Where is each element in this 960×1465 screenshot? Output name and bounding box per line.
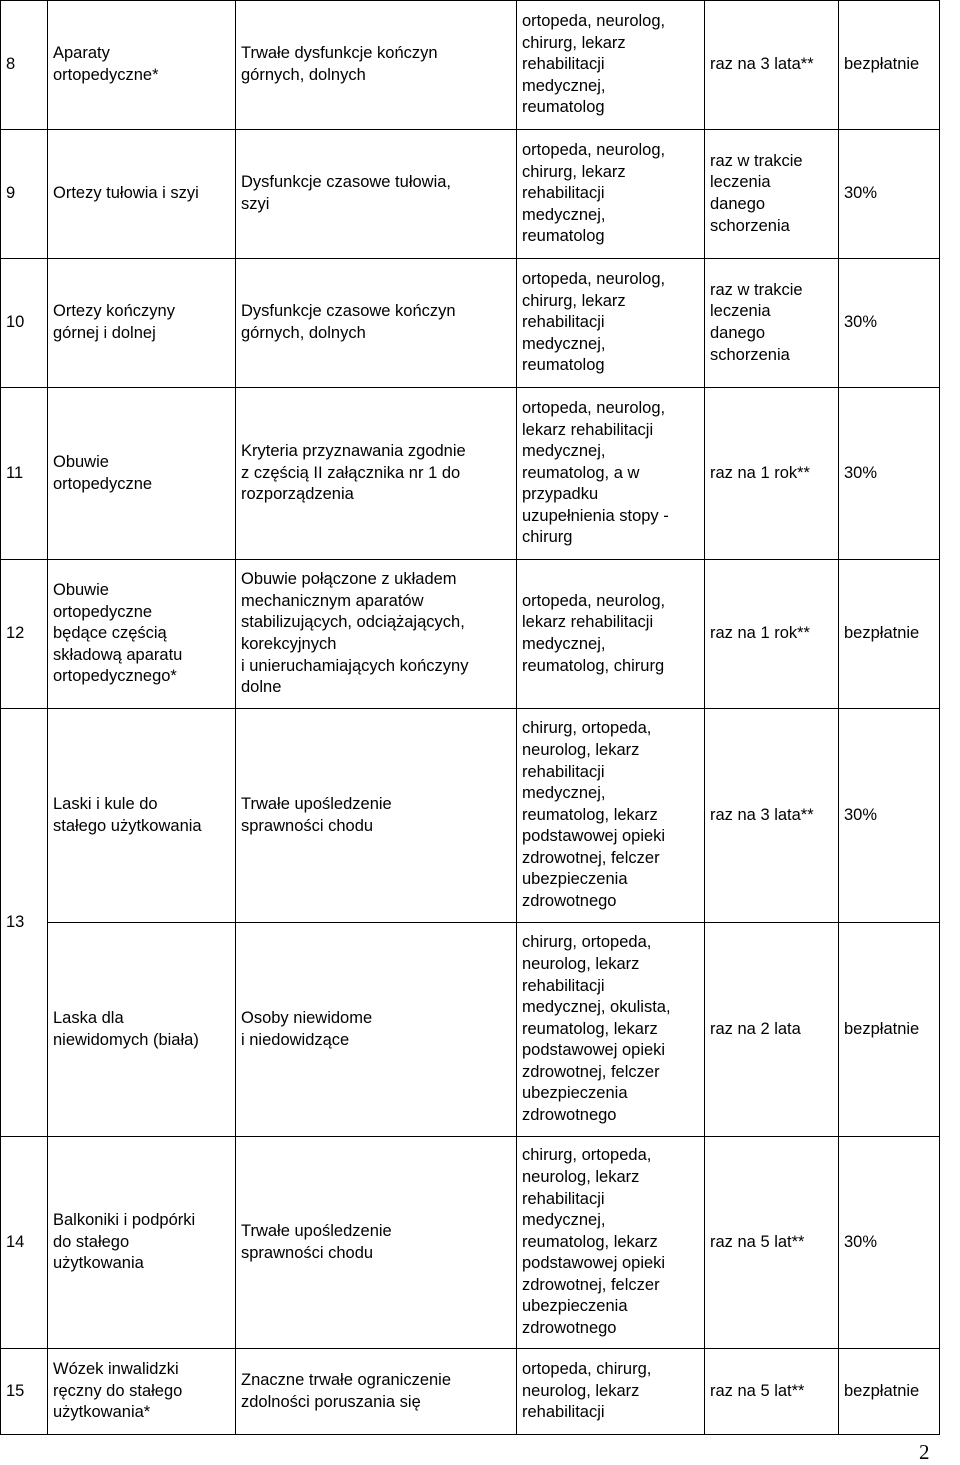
table-row bbox=[1, 923, 940, 1137]
item-issuer: chirurg, ortopeda, neurolog, lekarz rehabilitacji medycznej, reumatolog, lekarz podstawowej opieki zdrowotnej, felczer ubezpieczenia zdrowotnego bbox=[517, 1137, 705, 1349]
item-criteria: Trwałe dysfunkcje kończyn górnych, dolnych bbox=[236, 1, 517, 130]
table-row bbox=[1, 1137, 940, 1349]
row-number: 9 bbox=[1, 130, 48, 259]
item-name: Aparaty ortopedyczne* bbox=[48, 1, 236, 130]
item-payment: 30% bbox=[839, 388, 940, 560]
item-payment: bezpłatnie bbox=[839, 1, 940, 130]
row-number: 14 bbox=[1, 1137, 48, 1349]
row-number: 8 bbox=[1, 1, 48, 130]
item-issuer: chirurg, ortopeda, neurolog, lekarz rehabilitacji medycznej, okulista, reumatolog, lekarz podstawowej opieki zdrowotnej, felczer ubezpieczenia zdrowotnego bbox=[517, 923, 705, 1137]
item-criteria: Obuwie połączone z układem mechanicznym aparatów stabilizujących, odciążających, korekcyjnych i unieruchamiających kończyny dolne bbox=[236, 560, 517, 709]
item-issuer: ortopeda, neurolog, lekarz rehabilitacji medycznej, reumatolog, chirurg bbox=[517, 560, 705, 709]
item-criteria: Dysfunkcje czasowe kończyn górnych, dolnych bbox=[236, 259, 517, 388]
item-issuer: ortopeda, chirurg, neurolog, lekarz rehabilitacji bbox=[517, 1349, 705, 1435]
item-frequency: raz na 3 lata** bbox=[705, 709, 839, 923]
item-issuer: chirurg, ortopeda, neurolog, lekarz rehabilitacji medycznej, reumatolog, lekarz podstawowej opieki zdrowotnej, felczer ubezpieczenia zdrowotnego bbox=[517, 709, 705, 923]
item-name: Laska dla niewidomych (biała) bbox=[48, 923, 236, 1137]
table-row bbox=[1, 1349, 940, 1435]
item-frequency: raz na 5 lat** bbox=[705, 1349, 839, 1435]
item-payment: 30% bbox=[839, 259, 940, 388]
row-number: 13 bbox=[1, 709, 48, 1137]
table-row bbox=[1, 1, 940, 130]
row-number: 11 bbox=[1, 388, 48, 560]
item-frequency: raz w trakcie leczenia danego schorzenia bbox=[705, 259, 839, 388]
page-number: 2 bbox=[919, 1440, 930, 1464]
item-name: Ortezy tułowia i szyi bbox=[48, 130, 236, 259]
item-criteria: Trwałe upośledzenie sprawności chodu bbox=[236, 709, 517, 923]
table-row bbox=[1, 560, 940, 709]
item-name: Wózek inwalidzki ręczny do stałego użytkowania* bbox=[48, 1349, 236, 1435]
row-number: 12 bbox=[1, 560, 48, 709]
item-payment: 30% bbox=[839, 130, 940, 259]
item-frequency: raz na 2 lata bbox=[705, 923, 839, 1137]
item-name: Ortezy kończyny górnej i dolnej bbox=[48, 259, 236, 388]
item-name: Obuwie ortopedyczne będące częścią składową aparatu ortopedycznego* bbox=[48, 560, 236, 709]
item-criteria: Trwałe upośledzenie sprawności chodu bbox=[236, 1137, 517, 1349]
item-payment: 30% bbox=[839, 709, 940, 923]
item-payment: bezpłatnie bbox=[839, 1349, 940, 1435]
item-frequency: raz na 1 rok** bbox=[705, 388, 839, 560]
item-issuer: ortopeda, neurolog, chirurg, lekarz rehabilitacji medycznej, reumatolog bbox=[517, 130, 705, 259]
item-name: Balkoniki i podpórki do stałego użytkowania bbox=[48, 1137, 236, 1349]
table-row bbox=[1, 130, 940, 259]
item-frequency: raz na 5 lat** bbox=[705, 1137, 839, 1349]
table-row bbox=[1, 259, 940, 388]
item-payment: 30% bbox=[839, 1137, 940, 1349]
item-name: Obuwie ortopedyczne bbox=[48, 388, 236, 560]
item-issuer: ortopeda, neurolog, lekarz rehabilitacji medycznej, reumatolog, a w przypadku uzupełnienia stopy - chirurg bbox=[517, 388, 705, 560]
item-issuer: ortopeda, neurolog, chirurg, lekarz rehabilitacji medycznej, reumatolog bbox=[517, 1, 705, 130]
item-frequency: raz w trakcie leczenia danego schorzenia bbox=[705, 130, 839, 259]
item-payment: bezpłatnie bbox=[839, 923, 940, 1137]
table-row bbox=[1, 388, 940, 560]
item-payment: bezpłatnie bbox=[839, 560, 940, 709]
table-row bbox=[1, 709, 940, 923]
item-criteria: Osoby niewidome i niedowidzące bbox=[236, 923, 517, 1137]
row-number: 10 bbox=[1, 259, 48, 388]
item-criteria: Dysfunkcje czasowe tułowia, szyi bbox=[236, 130, 517, 259]
item-criteria: Kryteria przyznawania zgodnie z częścią II załącznika nr 1 do rozporządzenia bbox=[236, 388, 517, 560]
item-name: Laski i kule do stałego użytkowania bbox=[48, 709, 236, 923]
item-frequency: raz na 1 rok** bbox=[705, 560, 839, 709]
item-criteria: Znaczne trwałe ograniczenie zdolności poruszania się bbox=[236, 1349, 517, 1435]
item-frequency: raz na 3 lata** bbox=[705, 1, 839, 130]
item-issuer: ortopeda, neurolog, chirurg, lekarz rehabilitacji medycznej, reumatolog bbox=[517, 259, 705, 388]
row-number: 15 bbox=[1, 1349, 48, 1435]
